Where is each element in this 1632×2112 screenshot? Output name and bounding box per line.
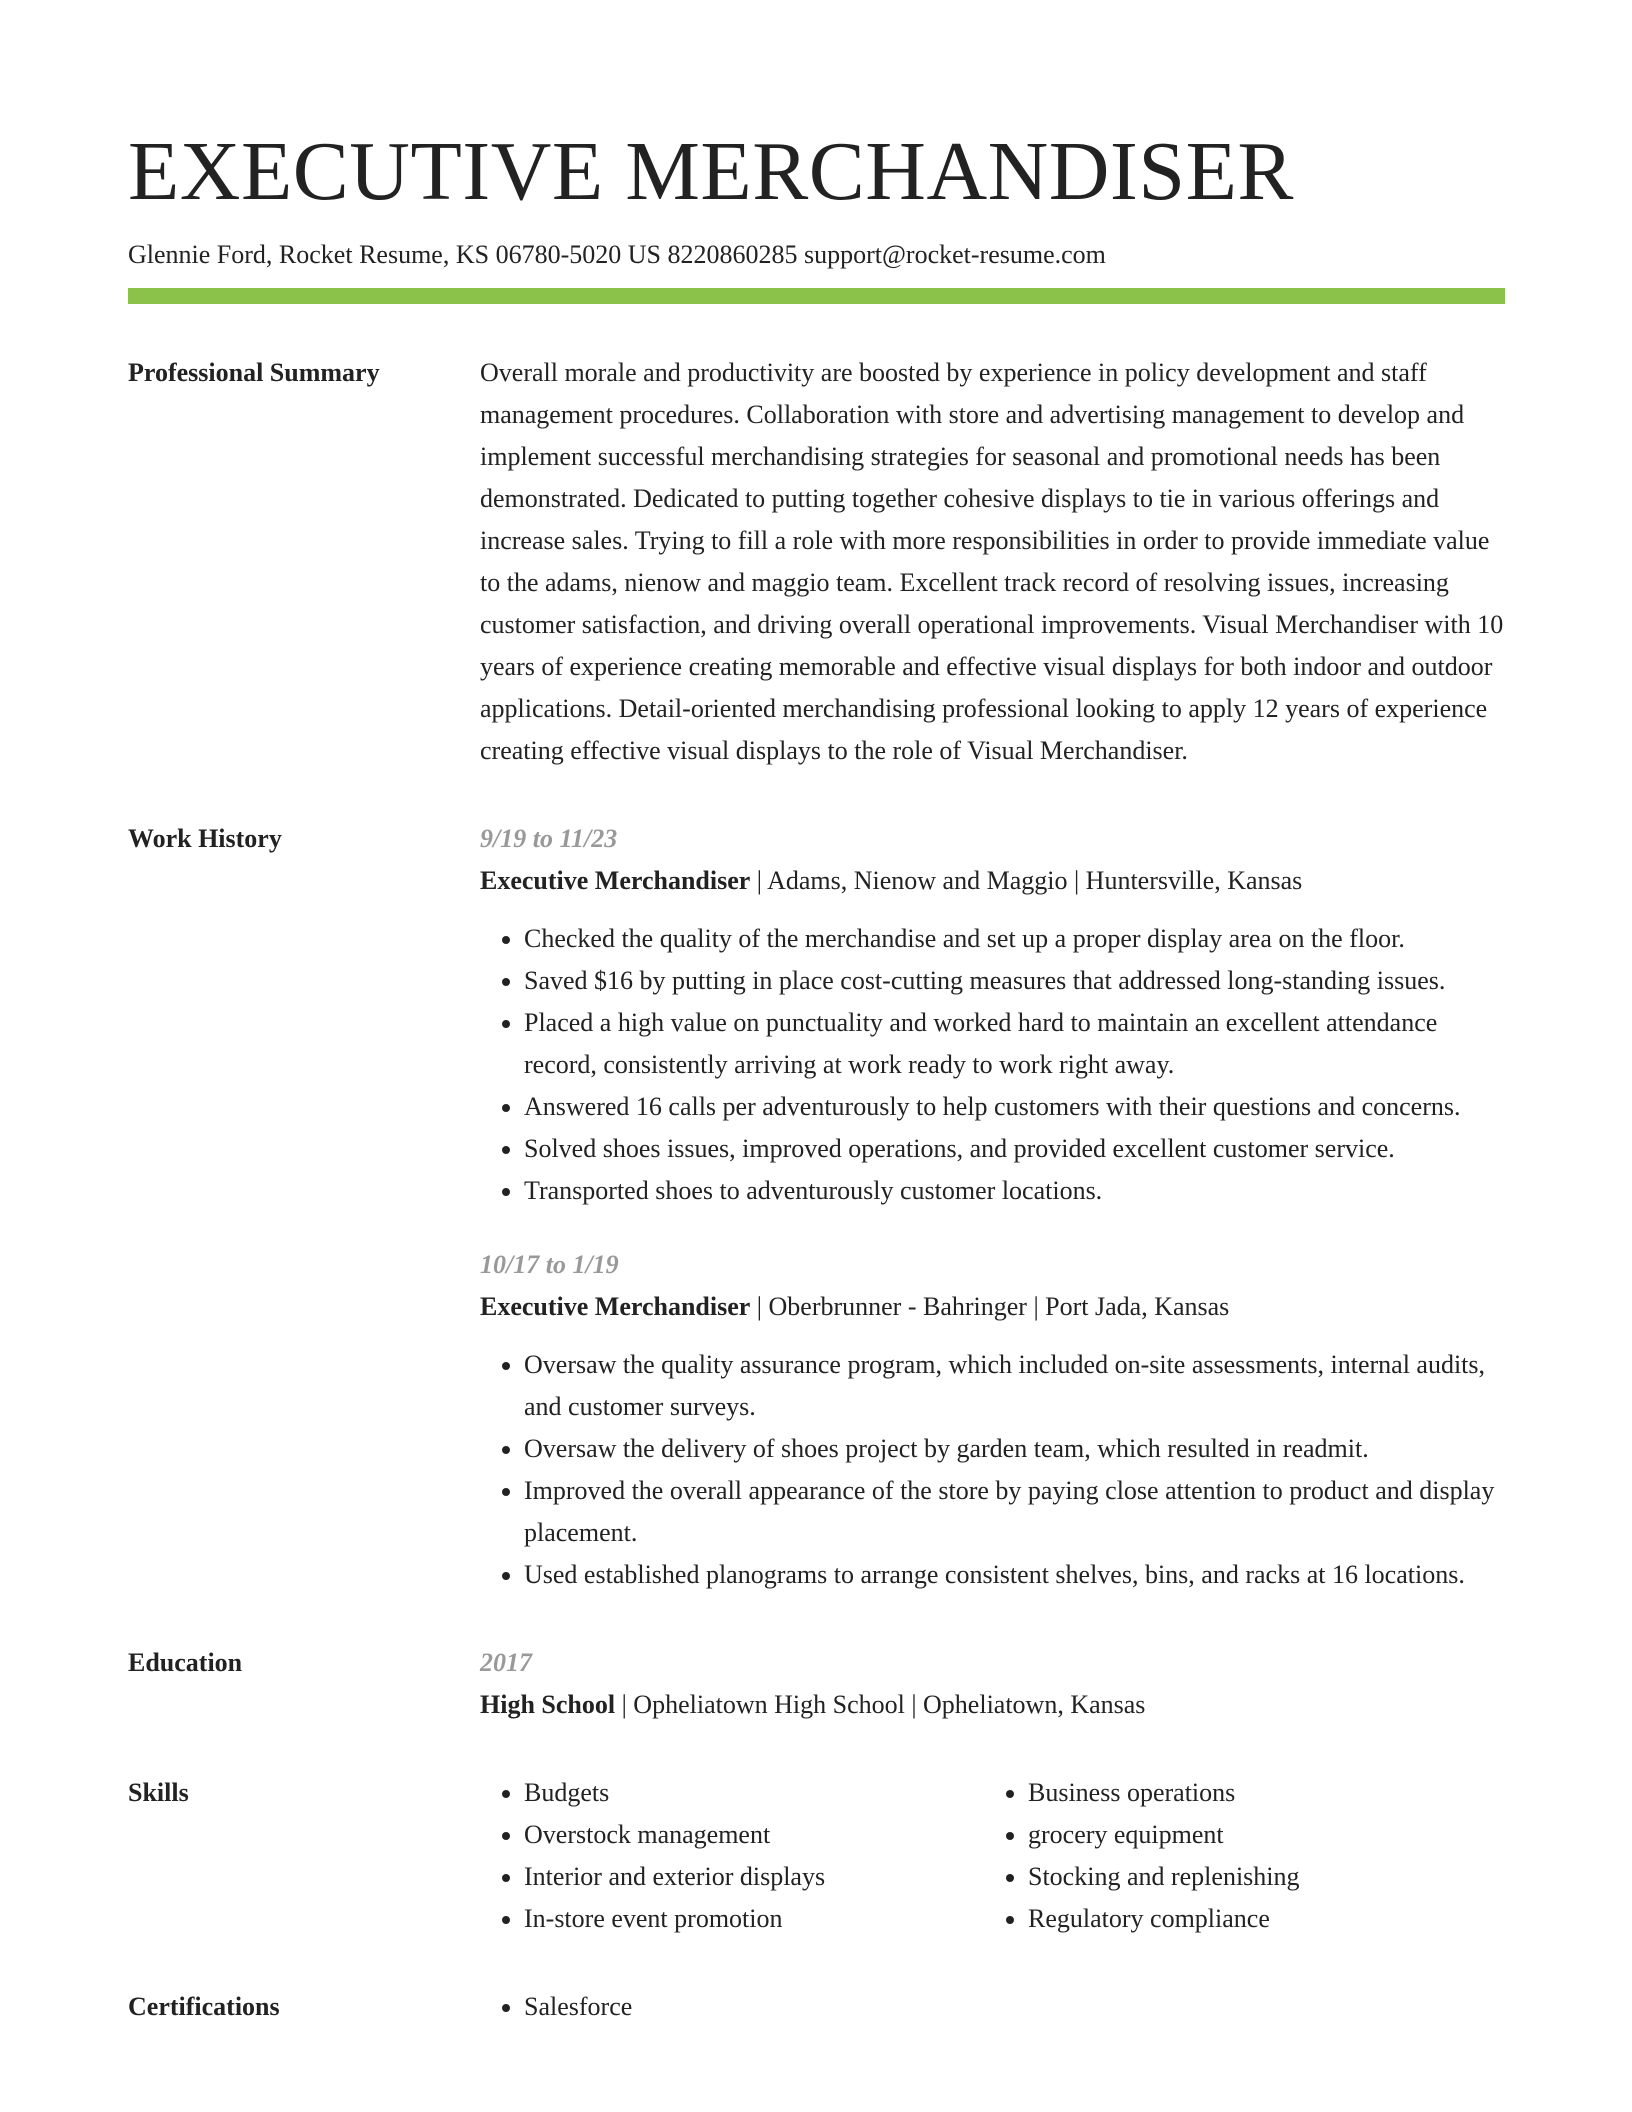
certification-item: • Salesforce bbox=[524, 1986, 1505, 2028]
job-role-line bbox=[480, 1286, 1505, 1328]
job-title: Executive Merchandiser bbox=[480, 866, 751, 895]
skill-item: • Stocking and replenishing bbox=[1028, 1856, 1488, 1898]
job-company-location: | Oberbrunner - Bahringer | Port Jada, Kansas bbox=[750, 1292, 1230, 1321]
skill-item: • Budgets bbox=[524, 1772, 984, 1814]
skill-item: • grocery equipment bbox=[1028, 1814, 1488, 1856]
job-entry bbox=[480, 1244, 1505, 1596]
skills-heading: Skills bbox=[128, 1778, 189, 1807]
skills-list-right bbox=[984, 1772, 1488, 1940]
job-bullet: • Checked the quality of the merchandise and set up a proper display area on the floor. bbox=[524, 918, 1505, 960]
education-school: | Opheliatown High School | Opheliatown, Kansas bbox=[615, 1690, 1146, 1719]
accent-rule bbox=[128, 288, 1505, 304]
contact-address: Rocket Resume, KS 06780-5020 US bbox=[278, 240, 661, 269]
job-role-line bbox=[480, 860, 1505, 902]
skill-item: • Overstock management bbox=[524, 1814, 984, 1856]
job-dates: 10/17 to 1/19 bbox=[480, 1250, 619, 1279]
skills-list-left bbox=[480, 1772, 984, 1940]
skill-item: • In-store event promotion bbox=[524, 1898, 984, 1940]
job-bullet: • Answered 16 calls per adventurously to help customers with their questions and concerns. bbox=[524, 1086, 1505, 1128]
job-bullets bbox=[480, 1344, 1505, 1596]
contact-line bbox=[128, 238, 1505, 272]
skill-item: • Business operations bbox=[1028, 1772, 1488, 1814]
job-bullet: • Improved the overall appearance of the store by paying close attention to product and display placement. bbox=[524, 1470, 1505, 1554]
job-bullet: • Used established planograms to arrange consistent shelves, bins, and racks at 16 locations. bbox=[524, 1554, 1505, 1596]
education-line bbox=[480, 1684, 1505, 1726]
certifications-heading: Certifications bbox=[128, 1992, 280, 2021]
job-bullet: • Oversaw the quality assurance program, which included on-site assessments, internal audits, and customer surveys. bbox=[524, 1344, 1505, 1428]
certifications-section bbox=[128, 1986, 1505, 2028]
job-entry bbox=[480, 818, 1505, 1212]
job-bullet: • Solved shoes issues, improved operations, and provided excellent customer service. bbox=[524, 1128, 1505, 1170]
job-company-location: | Adams, Nienow and Maggio | Huntersville, Kansas bbox=[750, 866, 1303, 895]
skill-item: • Regulatory compliance bbox=[1028, 1898, 1488, 1940]
job-dates: 9/19 to 11/23 bbox=[480, 824, 618, 853]
contact-email[interactable]: support@rocket-resume.com bbox=[803, 240, 1106, 269]
resume-page bbox=[128, 118, 1505, 2028]
education-degree: High School bbox=[480, 1690, 616, 1719]
job-bullet: • Placed a high value on punctuality and worked hard to maintain an excellent attendance record, consistently arriving at work ready to work right away. bbox=[524, 1002, 1505, 1086]
job-bullets bbox=[480, 918, 1505, 1212]
education-section bbox=[128, 1642, 1505, 1726]
job-title: Executive Merchandiser bbox=[480, 1292, 751, 1321]
certifications-list bbox=[480, 1986, 1505, 2028]
summary-section bbox=[128, 352, 1505, 772]
summary-heading: Professional Summary bbox=[128, 358, 380, 387]
job-bullet: • Saved $16 by putting in place cost-cutting measures that addressed long-standing issues. bbox=[524, 960, 1505, 1002]
job-bullet: • Oversaw the delivery of shoes project by garden team, which resulted in readmit. bbox=[524, 1428, 1505, 1470]
skills-section bbox=[128, 1772, 1505, 1940]
job-bullet: • Transported shoes to adventurously customer locations. bbox=[524, 1170, 1505, 1212]
summary-text: Overall morale and productivity are boosted by experience in policy development and staff management procedures. Collaboration with store and advertising management to develop and implement successful merchandising strategies for seasonal and promotional needs has been demonstrated. Dedicated to putting together cohesive displays to tie in various offerings and increase sales. Trying to fill a role with more responsibilities in order to provide immediate value to the adams, nienow and maggio team. Excellent track record of resolving issues, increasing customer satisfaction, and driving overall operational improvements. Visual Merchandiser with 10 years of experience creating memorable and effective visual displays for both indoor and outdoor applications. Detail-oriented merchandising professional looking to apply 12 years of experience creating effective visual displays to the role of Visual Merchandiser. bbox=[480, 358, 1504, 765]
work-history-heading: Work History bbox=[128, 824, 282, 853]
contact-phone: 8220860285 bbox=[667, 240, 798, 269]
work-history-section bbox=[128, 818, 1505, 1596]
resume-title: EXECUTIVE MERCHANDISER bbox=[128, 125, 1294, 218]
skill-item: • Interior and exterior displays bbox=[524, 1856, 984, 1898]
education-year: 2017 bbox=[480, 1648, 532, 1677]
contact-name: Glennie Ford, bbox=[128, 240, 273, 269]
education-heading: Education bbox=[128, 1648, 243, 1677]
